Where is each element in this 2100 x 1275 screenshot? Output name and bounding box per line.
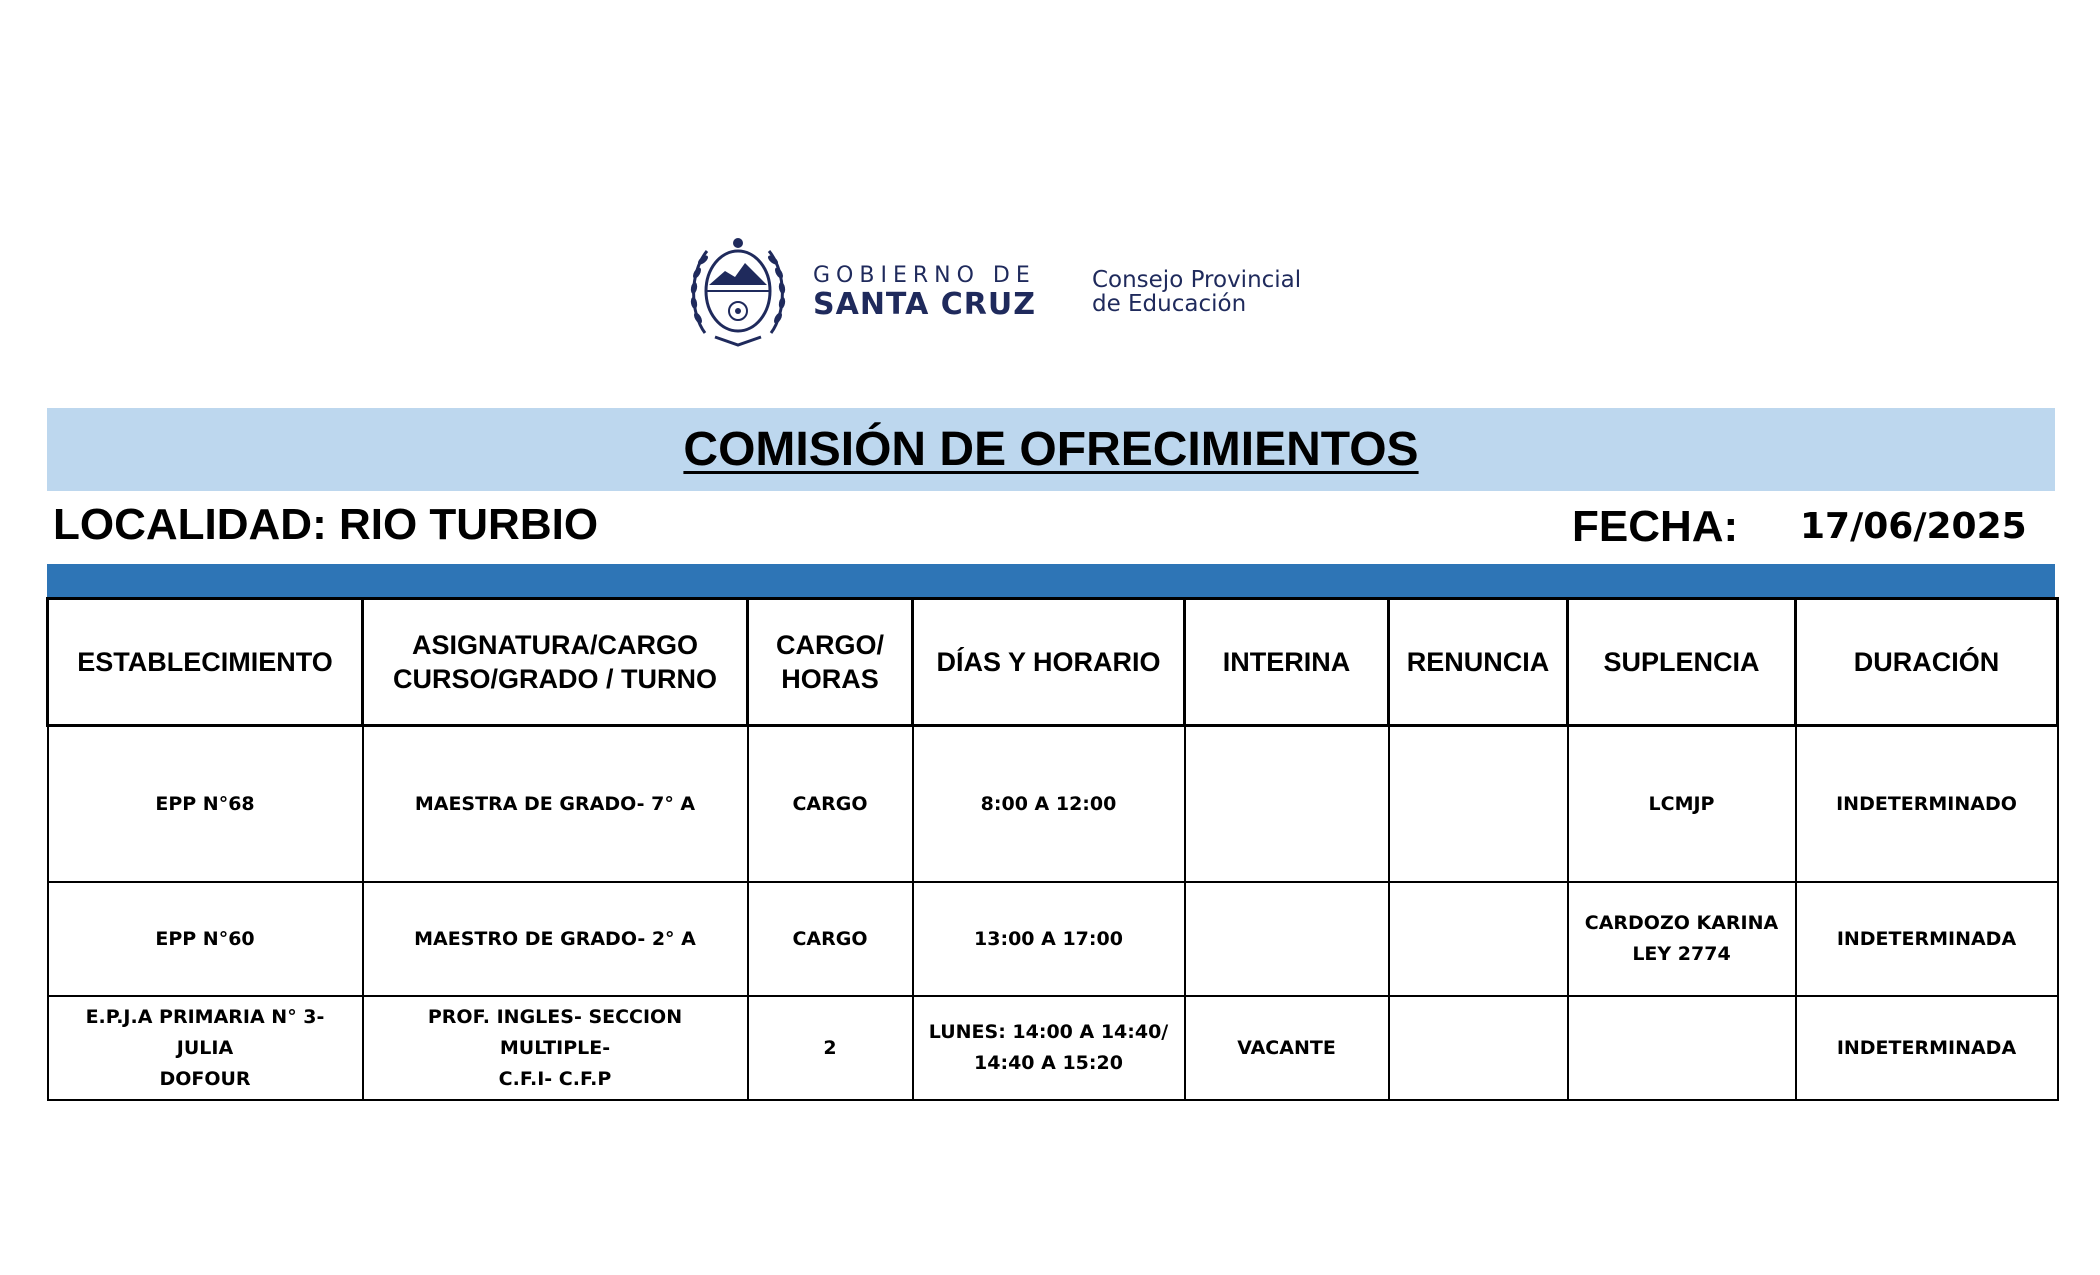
cell-renuncia <box>1389 726 1568 883</box>
cell-renuncia <box>1389 882 1568 996</box>
header-logo <box>685 232 1301 352</box>
cell-duracion: INDETERMINADA <box>1796 996 2058 1100</box>
gobierno-logo-text <box>813 263 1036 321</box>
page-title: COMISIÓN DE OFRECIMIENTOS <box>683 423 1419 476</box>
header-interina: INTERINA <box>1185 599 1389 726</box>
header-cargo-horas: CARGO/ HORAS <box>748 599 913 726</box>
fecha-value: 17/06/2025 <box>1800 506 2027 547</box>
cell-dias: LUNES: 14:00 A 14:40/ 14:40 A 15:20 <box>913 996 1185 1100</box>
gobierno-de-text: GOBIERNO DE <box>813 263 1036 288</box>
cell-establecimiento: E.P.J.A PRIMARIA N° 3- JULIA DOFOUR <box>48 996 363 1100</box>
header-suplencia: SUPLENCIA <box>1568 599 1796 726</box>
table-row <box>48 882 2058 996</box>
consejo-logo-text <box>1092 268 1301 316</box>
cell-asignatura: PROF. INGLES- SECCION MULTIPLE- C.F.I- C.F.P <box>363 996 748 1100</box>
cell-dias: 13:00 A 17:00 <box>913 882 1185 996</box>
header-establecimiento: ESTABLECIMIENTO <box>48 599 363 726</box>
cell-duracion: INDETERMINADA <box>1796 882 2058 996</box>
consejo-line-1: Consejo Provincial <box>1091 267 1302 293</box>
cell-interina <box>1185 726 1389 883</box>
header-asignatura: ASIGNATURA/CARGO CURSO/GRADO / TURNO <box>363 599 748 726</box>
header-renuncia: RENUNCIA <box>1389 599 1568 726</box>
ofrecimientos-table <box>46 597 2059 1101</box>
fecha-label: FECHA: <box>1572 502 1739 551</box>
cell-cargo: CARGO <box>748 882 913 996</box>
header-duracion: DURACIÓN <box>1796 599 2058 726</box>
localidad-label: LOCALIDAD: RIO TURBIO <box>53 500 599 549</box>
cell-interina: VACANTE <box>1185 996 1389 1100</box>
santa-cruz-text: SANTA CRUZ <box>813 287 1036 322</box>
header-dias-horario: DÍAS Y HORARIO <box>913 599 1185 726</box>
cell-establecimiento: EPP N°68 <box>48 726 363 883</box>
consejo-line-2: de Educación <box>1091 291 1247 317</box>
cell-asignatura: MAESTRO DE GRADO- 2° A <box>363 882 748 996</box>
title-band <box>47 408 2055 491</box>
santa-cruz-seal-icon <box>685 233 791 351</box>
cell-suplencia: LCMJP <box>1568 726 1796 883</box>
table-row <box>48 726 2058 883</box>
cell-duracion: INDETERMINADO <box>1796 726 2058 883</box>
cell-interina <box>1185 882 1389 996</box>
cell-cargo: CARGO <box>748 726 913 883</box>
blue-divider-bar <box>47 564 2055 597</box>
cell-suplencia: CARDOZO KARINA LEY 2774 <box>1568 882 1796 996</box>
cell-cargo: 2 <box>748 996 913 1100</box>
table-row <box>48 996 2058 1100</box>
cell-dias: 8:00 A 12:00 <box>913 726 1185 883</box>
table-header-row <box>48 599 2058 726</box>
cell-suplencia <box>1568 996 1796 1100</box>
cell-establecimiento: EPP N°60 <box>48 882 363 996</box>
cell-asignatura: MAESTRA DE GRADO- 7° A <box>363 726 748 883</box>
cell-renuncia <box>1389 996 1568 1100</box>
